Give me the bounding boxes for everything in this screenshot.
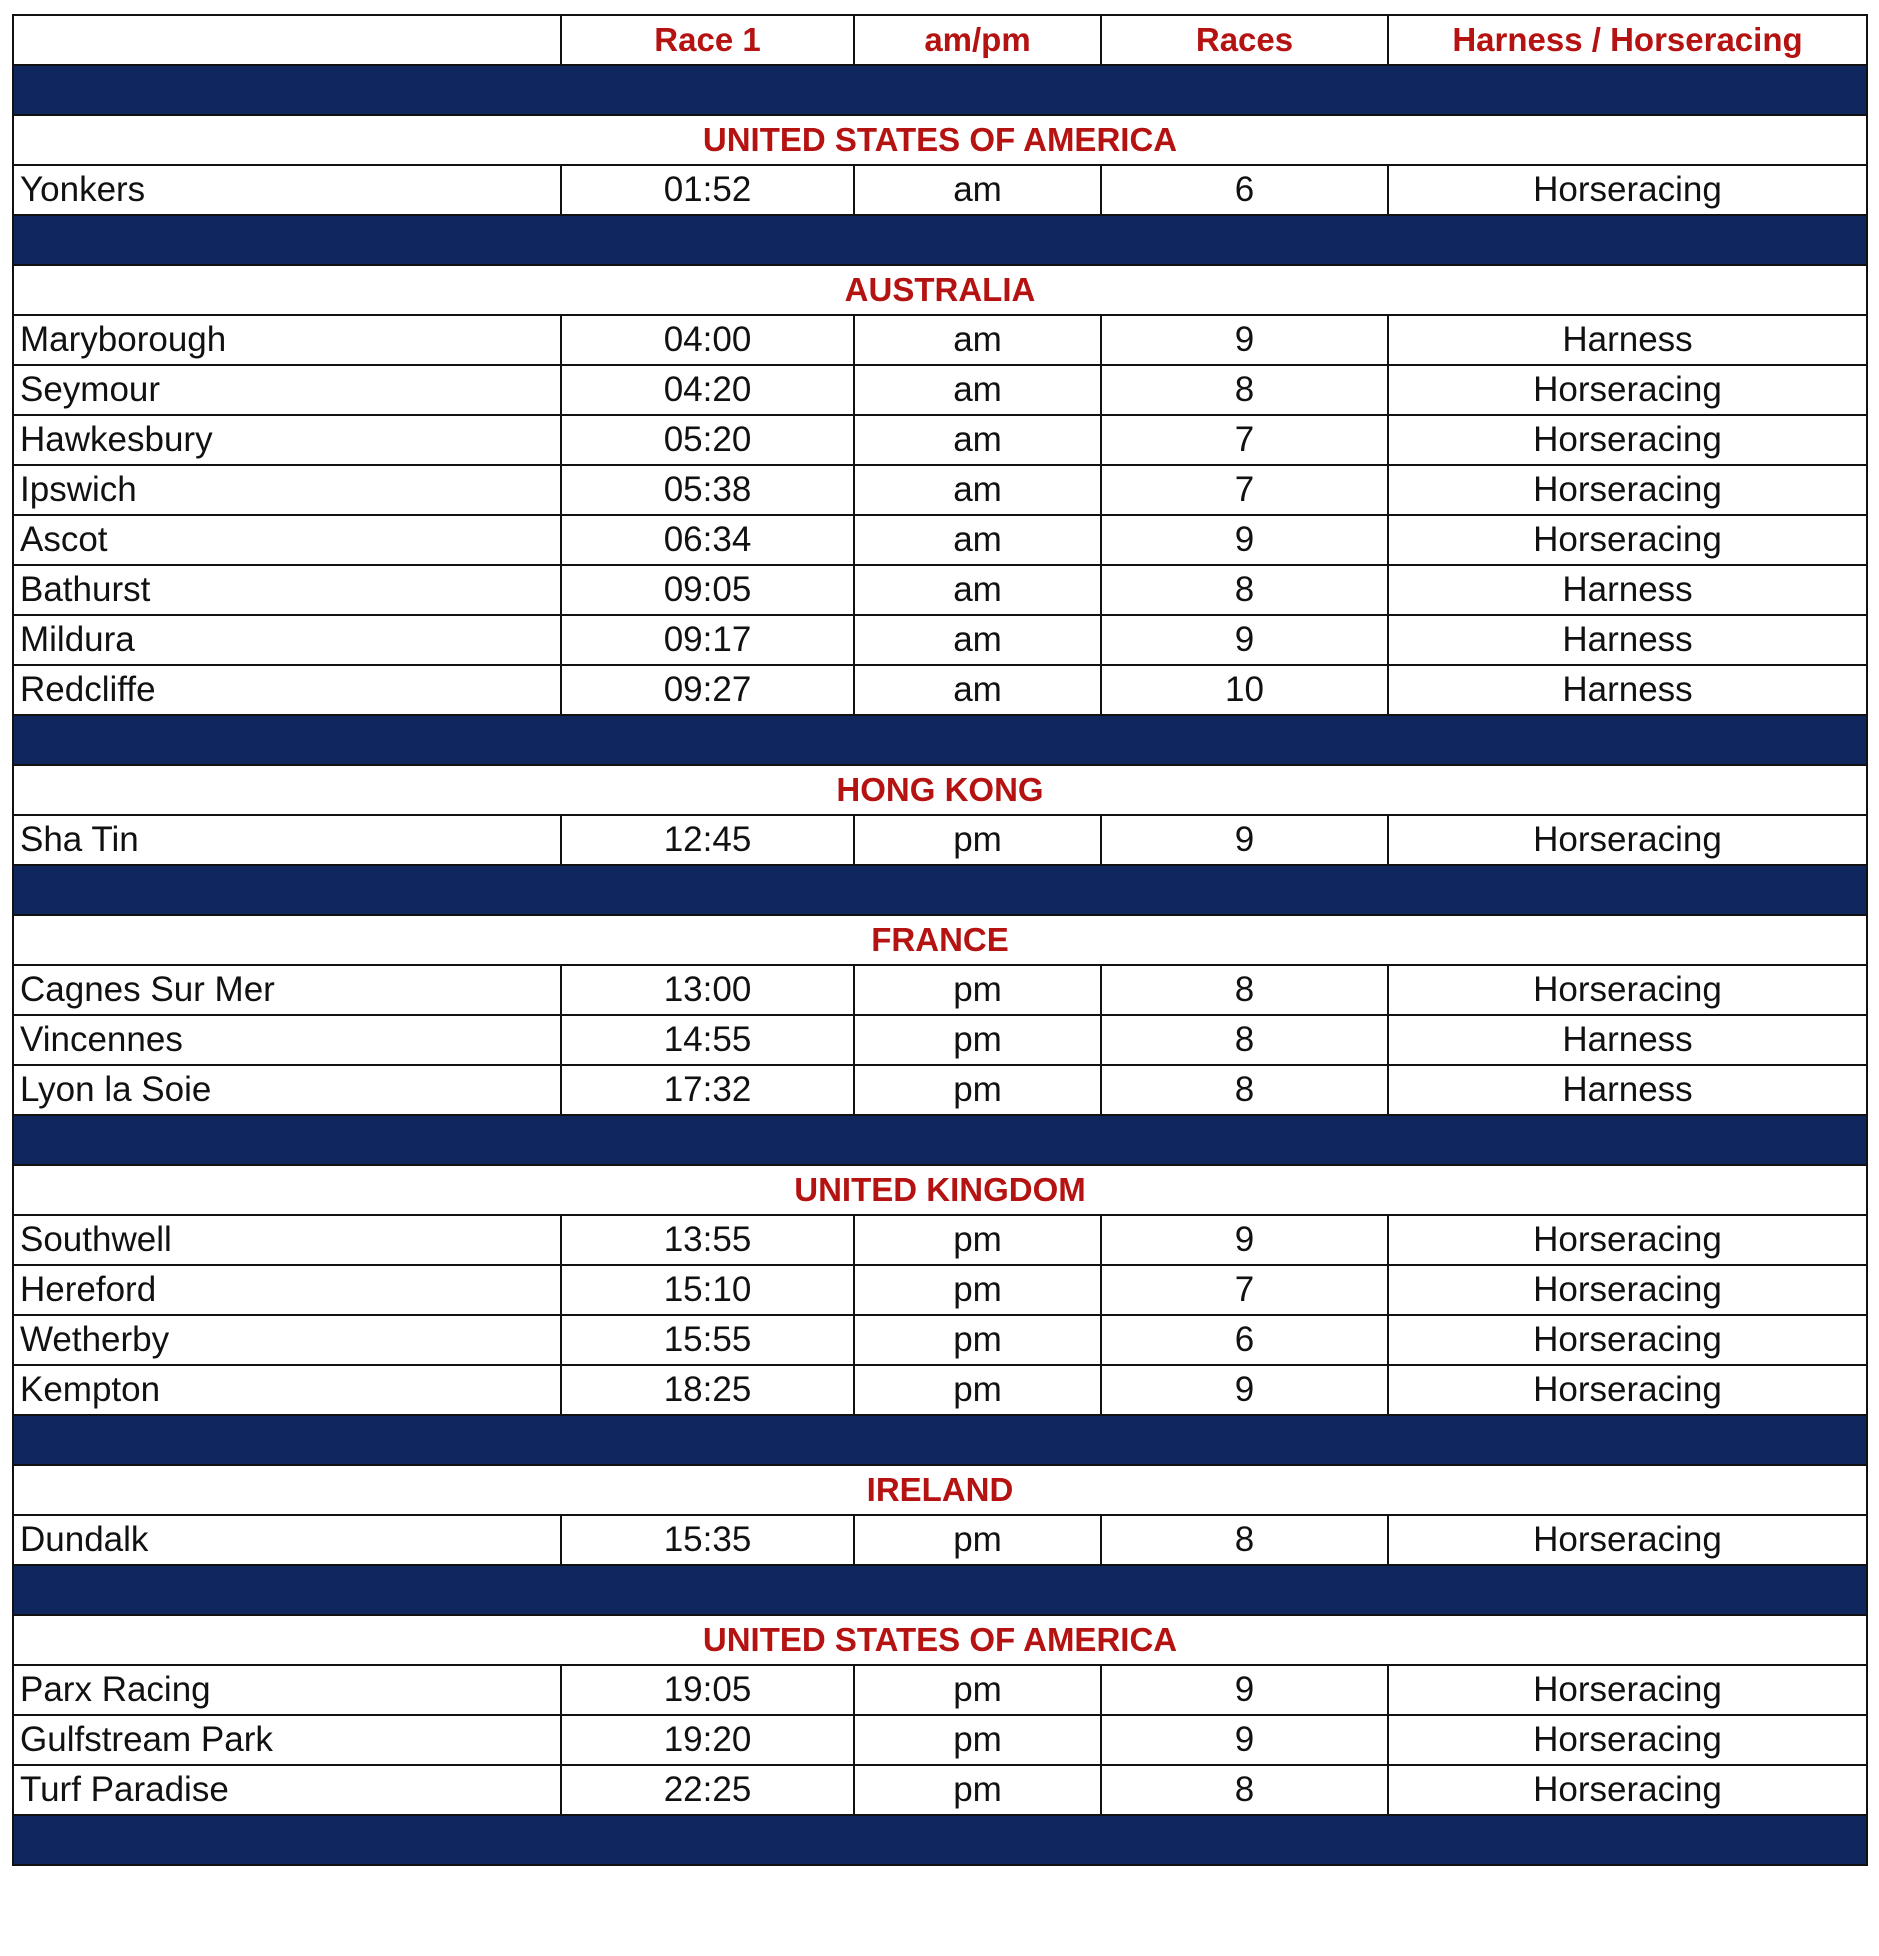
header-type: Harness / Horseracing [1388, 15, 1867, 65]
section-divider-band [13, 715, 1867, 765]
venue-cell: Kempton [13, 1365, 561, 1415]
race-type-cell: Harness [1388, 665, 1867, 715]
race-schedule-table [12, 14, 1868, 1866]
section-divider-band [13, 1415, 1867, 1465]
race-1-time-cell: 19:20 [561, 1715, 854, 1765]
race-1-time-cell: 09:05 [561, 565, 854, 615]
divider-fill [13, 1115, 1867, 1165]
race-type-cell: Horseracing [1388, 1665, 1867, 1715]
races-count-cell: 9 [1101, 1365, 1388, 1415]
table-row [13, 565, 1867, 615]
country-heading-row [13, 115, 1867, 165]
divider-fill [13, 715, 1867, 765]
race-1-time-cell: 18:25 [561, 1365, 854, 1415]
races-count-cell: 8 [1101, 365, 1388, 415]
races-count-cell: 7 [1101, 415, 1388, 465]
race-1-time-cell: 14:55 [561, 1015, 854, 1065]
race-type-cell: Horseracing [1388, 1265, 1867, 1315]
race-type-cell: Horseracing [1388, 465, 1867, 515]
table-row [13, 1765, 1867, 1815]
table-row [13, 815, 1867, 865]
race-type-cell: Horseracing [1388, 1715, 1867, 1765]
race-type-cell: Horseracing [1388, 165, 1867, 215]
table-row [13, 665, 1867, 715]
country-heading: AUSTRALIA [13, 265, 1867, 315]
am-pm-cell: pm [854, 1665, 1101, 1715]
venue-cell: Mildura [13, 615, 561, 665]
am-pm-cell: pm [854, 1215, 1101, 1265]
am-pm-cell: pm [854, 1515, 1101, 1565]
race-1-time-cell: 04:00 [561, 315, 854, 365]
race-1-time-cell: 17:32 [561, 1065, 854, 1115]
race-type-cell: Harness [1388, 1015, 1867, 1065]
race-type-cell: Horseracing [1388, 365, 1867, 415]
am-pm-cell: am [854, 565, 1101, 615]
races-count-cell: 9 [1101, 1715, 1388, 1765]
race-type-cell: Horseracing [1388, 1315, 1867, 1365]
am-pm-cell: pm [854, 1015, 1101, 1065]
race-1-time-cell: 01:52 [561, 165, 854, 215]
country-heading: UNITED STATES OF AMERICA [13, 1615, 1867, 1665]
am-pm-cell: pm [854, 1065, 1101, 1115]
race-1-time-cell: 12:45 [561, 815, 854, 865]
venue-cell: Redcliffe [13, 665, 561, 715]
table-row [13, 165, 1867, 215]
venue-cell: Maryborough [13, 315, 561, 365]
table-row [13, 965, 1867, 1015]
am-pm-cell: pm [854, 815, 1101, 865]
race-type-cell: Harness [1388, 565, 1867, 615]
race-type-cell: Horseracing [1388, 1515, 1867, 1565]
venue-cell: Gulfstream Park [13, 1715, 561, 1765]
venue-cell: Cagnes Sur Mer [13, 965, 561, 1015]
venue-cell: Wetherby [13, 1315, 561, 1365]
section-divider-band [13, 1565, 1867, 1615]
divider-fill [13, 65, 1867, 115]
divider-fill [13, 1565, 1867, 1615]
country-heading: UNITED KINGDOM [13, 1165, 1867, 1215]
table-row [13, 1715, 1867, 1765]
venue-cell: Dundalk [13, 1515, 561, 1565]
country-heading-row [13, 915, 1867, 965]
section-divider-band [13, 65, 1867, 115]
races-count-cell: 9 [1101, 1215, 1388, 1265]
race-type-cell: Harness [1388, 315, 1867, 365]
race-1-time-cell: 09:27 [561, 665, 854, 715]
venue-cell: Hawkesbury [13, 415, 561, 465]
race-1-time-cell: 19:05 [561, 1665, 854, 1715]
venue-cell: Vincennes [13, 1015, 561, 1065]
table-row [13, 515, 1867, 565]
divider-fill [13, 215, 1867, 265]
race-type-cell: Horseracing [1388, 1215, 1867, 1265]
am-pm-cell: am [854, 515, 1101, 565]
table-row [13, 1265, 1867, 1315]
race-type-cell: Horseracing [1388, 515, 1867, 565]
races-count-cell: 7 [1101, 1265, 1388, 1315]
country-heading-row [13, 1615, 1867, 1665]
races-count-cell: 9 [1101, 315, 1388, 365]
race-schedule-body [13, 15, 1867, 1865]
divider-fill [13, 1415, 1867, 1465]
races-count-cell: 8 [1101, 1515, 1388, 1565]
race-1-time-cell: 22:25 [561, 1765, 854, 1815]
race-1-time-cell: 06:34 [561, 515, 854, 565]
table-row [13, 1665, 1867, 1715]
am-pm-cell: pm [854, 1315, 1101, 1365]
table-row [13, 1215, 1867, 1265]
venue-cell: Southwell [13, 1215, 561, 1265]
races-count-cell: 8 [1101, 565, 1388, 615]
table-row [13, 1065, 1867, 1115]
races-count-cell: 8 [1101, 965, 1388, 1015]
header-am-pm: am/pm [854, 15, 1101, 65]
venue-cell: Ipswich [13, 465, 561, 515]
races-count-cell: 10 [1101, 665, 1388, 715]
am-pm-cell: pm [854, 1365, 1101, 1415]
header-row [13, 15, 1867, 65]
country-heading-row [13, 1165, 1867, 1215]
section-divider-band [13, 1115, 1867, 1165]
section-divider-band [13, 865, 1867, 915]
venue-cell: Parx Racing [13, 1665, 561, 1715]
table-row [13, 1015, 1867, 1065]
divider-fill [13, 1815, 1867, 1865]
race-1-time-cell: 13:55 [561, 1215, 854, 1265]
races-count-cell: 8 [1101, 1015, 1388, 1065]
country-heading: IRELAND [13, 1465, 1867, 1515]
country-heading: FRANCE [13, 915, 1867, 965]
race-1-time-cell: 13:00 [561, 965, 854, 1015]
divider-fill [13, 865, 1867, 915]
race-1-time-cell: 05:20 [561, 415, 854, 465]
venue-cell: Turf Paradise [13, 1765, 561, 1815]
race-type-cell: Horseracing [1388, 1365, 1867, 1415]
table-row [13, 315, 1867, 365]
am-pm-cell: am [854, 465, 1101, 515]
country-heading-row [13, 1465, 1867, 1515]
race-1-time-cell: 15:55 [561, 1315, 854, 1365]
table-row [13, 615, 1867, 665]
races-count-cell: 6 [1101, 165, 1388, 215]
am-pm-cell: am [854, 165, 1101, 215]
header-venue [13, 15, 561, 65]
venue-cell: Ascot [13, 515, 561, 565]
race-1-time-cell: 15:35 [561, 1515, 854, 1565]
table-row [13, 1315, 1867, 1365]
country-heading: HONG KONG [13, 765, 1867, 815]
races-count-cell: 9 [1101, 615, 1388, 665]
race-1-time-cell: 09:17 [561, 615, 854, 665]
races-count-cell: 7 [1101, 465, 1388, 515]
header-races: Races [1101, 15, 1388, 65]
venue-cell: Seymour [13, 365, 561, 415]
races-count-cell: 8 [1101, 1065, 1388, 1115]
am-pm-cell: pm [854, 1265, 1101, 1315]
country-heading-row [13, 765, 1867, 815]
am-pm-cell: am [854, 365, 1101, 415]
race-type-cell: Harness [1388, 1065, 1867, 1115]
venue-cell: Yonkers [13, 165, 561, 215]
am-pm-cell: am [854, 665, 1101, 715]
am-pm-cell: am [854, 415, 1101, 465]
header-race-1: Race 1 [561, 15, 854, 65]
table-row [13, 1515, 1867, 1565]
am-pm-cell: am [854, 615, 1101, 665]
races-count-cell: 9 [1101, 815, 1388, 865]
venue-cell: Sha Tin [13, 815, 561, 865]
country-heading-row [13, 265, 1867, 315]
race-type-cell: Horseracing [1388, 1765, 1867, 1815]
section-divider-band [13, 1815, 1867, 1865]
venue-cell: Lyon la Soie [13, 1065, 561, 1115]
venue-cell: Hereford [13, 1265, 561, 1315]
races-count-cell: 8 [1101, 1765, 1388, 1815]
venue-cell: Bathurst [13, 565, 561, 615]
races-count-cell: 9 [1101, 1665, 1388, 1715]
am-pm-cell: am [854, 315, 1101, 365]
table-row [13, 1365, 1867, 1415]
am-pm-cell: pm [854, 1715, 1101, 1765]
race-type-cell: Horseracing [1388, 415, 1867, 465]
race-1-time-cell: 15:10 [561, 1265, 854, 1315]
race-type-cell: Horseracing [1388, 965, 1867, 1015]
race-type-cell: Harness [1388, 615, 1867, 665]
am-pm-cell: pm [854, 1765, 1101, 1815]
races-count-cell: 9 [1101, 515, 1388, 565]
table-row [13, 365, 1867, 415]
race-1-time-cell: 05:38 [561, 465, 854, 515]
section-divider-band [13, 215, 1867, 265]
race-1-time-cell: 04:20 [561, 365, 854, 415]
am-pm-cell: pm [854, 965, 1101, 1015]
races-count-cell: 6 [1101, 1315, 1388, 1365]
table-row [13, 465, 1867, 515]
country-heading: UNITED STATES OF AMERICA [13, 115, 1867, 165]
race-type-cell: Horseracing [1388, 815, 1867, 865]
table-row [13, 415, 1867, 465]
